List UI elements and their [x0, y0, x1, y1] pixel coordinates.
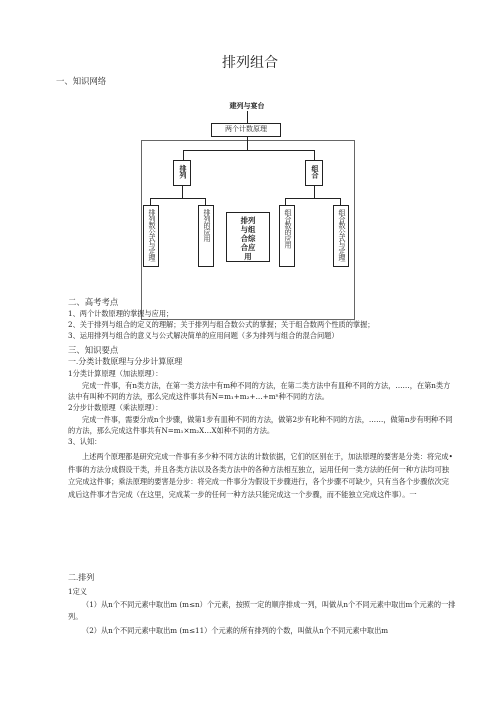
diagram-box-comprehensive: 排列 与组 合综 合应 用	[226, 212, 270, 262]
multiplication-principle-title: 2分步计数原理（乘法原理）：	[68, 403, 163, 412]
addition-principle-body: 完成一件事，有n类方法，在第一类方法中有m种不同的方法，在第二类方法中有皿种不同的方法，……，在第n类方法中有叫种不同的方法，那么完成这件事共有N=m₁+m₂+…+mⁿ种不同的方法。	[68, 381, 451, 401]
diagram-box-combination: 组合	[305, 160, 323, 186]
exam-points-list	[68, 308, 458, 341]
subsection-counting-principles: 一.分类计数原理与分步计算原理	[68, 357, 183, 366]
section-key-points: 三、知识要点	[68, 345, 119, 355]
exam-point-3: 3、运用排列与组合的意义与公式解决简单的应用问题（多为排列与组合的混合问题）	[68, 331, 339, 340]
diagram-leaf-permutation-formula: 排列数公式与定理	[143, 205, 159, 267]
exam-point-2: 2、关于排列与组合的定义的理解；关于排列与组合数公式的掌握；关于组合数两个性质的掌握；	[68, 320, 375, 329]
exam-point-1: 1、两个计数原理的掌握与应用；	[68, 309, 174, 318]
recognition-body: 上述两个原理都是研究完成一件事有多少种不同方法的计数依据，它们的区别在于，加法原理的要害是分类：将完成•件事的方法分成假设干类，并且各类方法以及各类方法中的各种方法相互独立，运用任何一类方法的任何一种方法均可独立完成这件事；乘法原理的要害是分步：将完成一件事分为假设干步骤进行，各个步骤不可缺少，只有当各个步骤依次完成后这件事才告完成（在这里，完成某一步的任何一种方法只能完成这一个步骤，而不能独立完成这件事）。一	[68, 452, 453, 499]
diagram-leaf-combination-formula: 组合数公式与定理	[333, 205, 349, 267]
definition-2: （2）从n个不同元素中取出m (m≤11）个元素的所有排列的个数，叫做从n个不同元素中取出m	[82, 626, 389, 635]
diagram-leaf-combination-application: 组合数的应用	[279, 205, 295, 267]
multiplication-principle-body: 完成一件事，需要分成n个步骤，做第1步有皿种不同的方法，做第2步有叱种不同的方法，……，做第n步有明种不同的方法，那么完成这件事共有N=m₁×m₂X…X如种不同的方法。	[68, 415, 453, 435]
section-knowledge-network: 一、知识网络	[56, 76, 107, 86]
diagram-leaf-permutation-application: 排列的应用	[198, 205, 214, 267]
diagram-box-counting-principles: 两个计数原理	[211, 123, 281, 137]
diagram-box-permutation: 排列	[173, 160, 191, 186]
definition-title: 1定义	[68, 587, 87, 596]
page-title: 排列组合	[222, 55, 278, 71]
section-exam-points: 二、高考考点	[68, 297, 119, 307]
recognition-title: 3、认知：	[68, 437, 102, 446]
addition-principle-title: 1分类计算原理（加法原理）：	[68, 369, 163, 378]
definition-1: （1）从n个不同元素中取出m (m≤n）个元素，按照一定的顺序排成一列，叫做从n个不同元素中取出m个元素的一排列。	[68, 600, 456, 621]
diagram-top-label: 建列与宴台	[229, 103, 265, 110]
subsection-permutation: 二.排列	[68, 573, 95, 582]
